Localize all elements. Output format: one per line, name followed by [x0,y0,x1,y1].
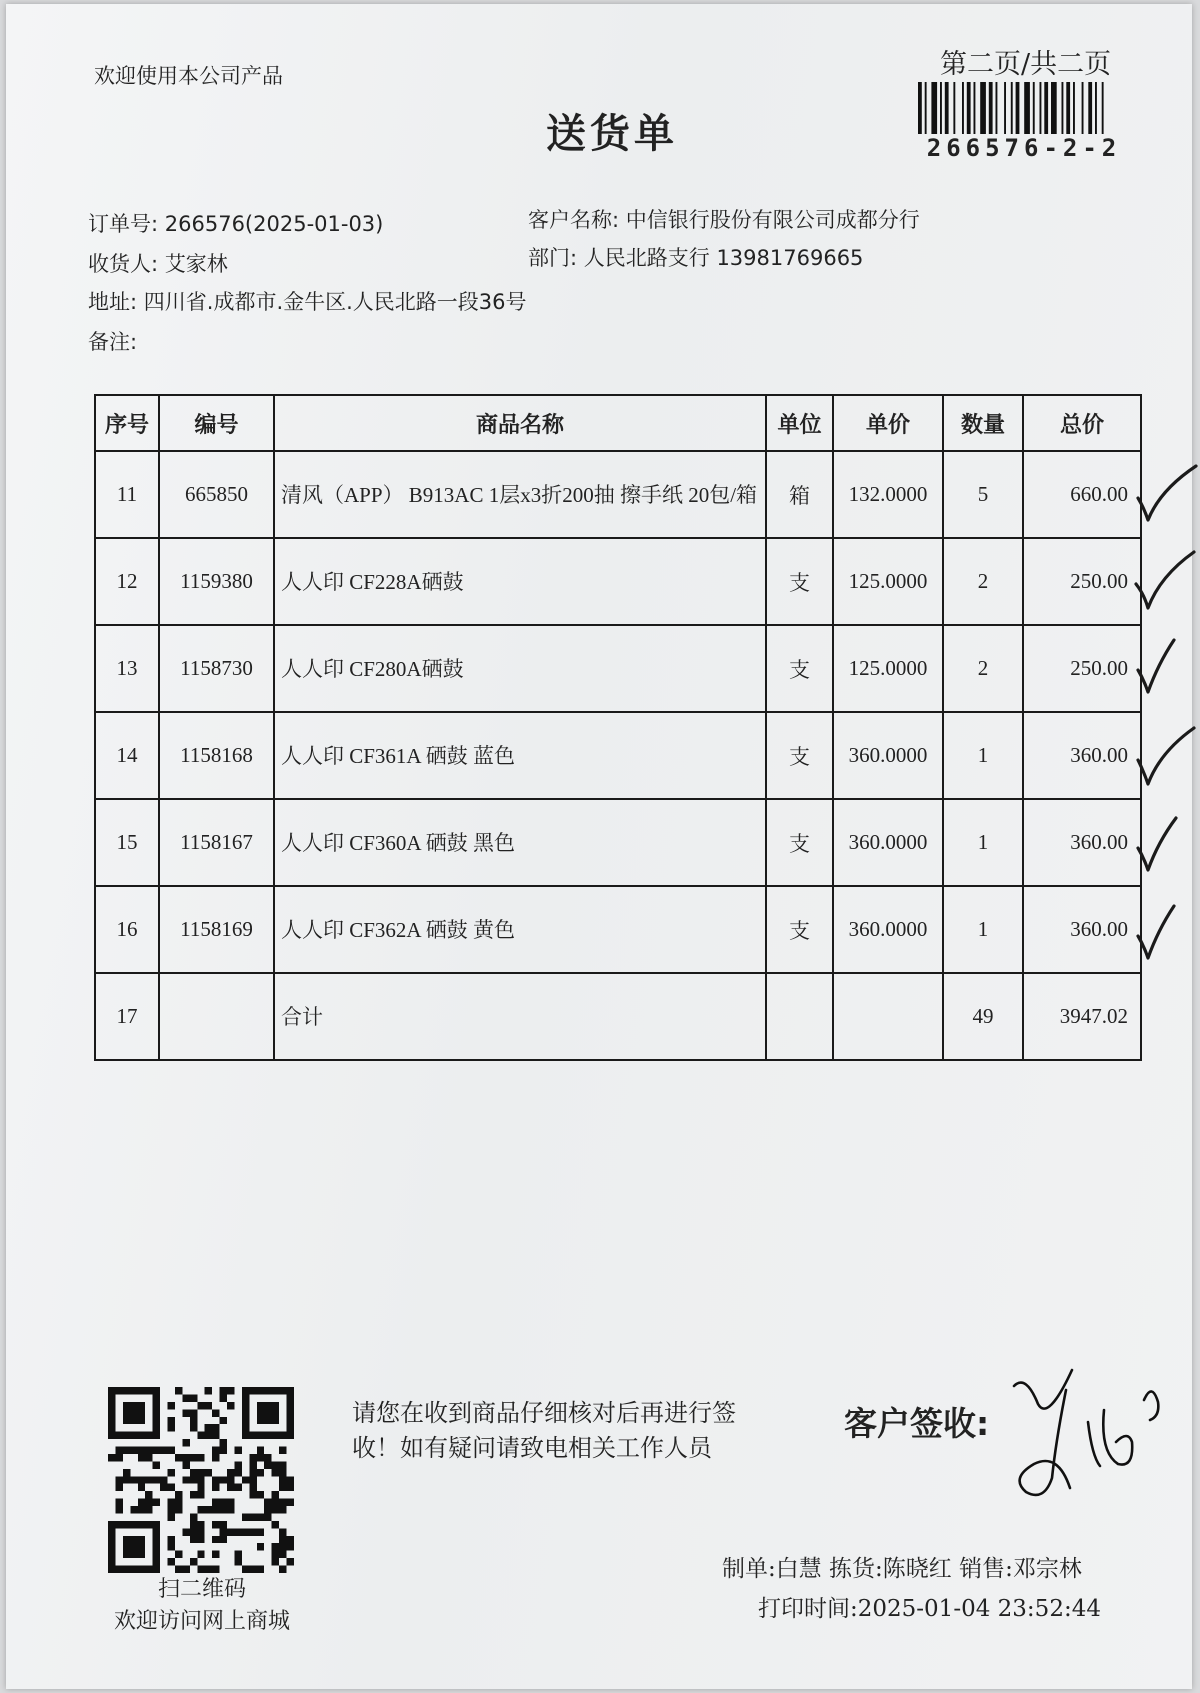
department-value: 人民北路支行 13981769665 [583,246,864,270]
cell-product-name: 人人印 CF280A硒鼓 [274,625,766,712]
cell-unit-price: 132.0000 [833,451,943,538]
barcode-image [918,82,1128,134]
cell-unit-price [833,973,943,1060]
qr-code-image[interactable] [108,1387,294,1573]
cell-unit: 支 [766,712,833,799]
staff-info: 制单:白慧 拣货:陈晓红 销售:邓宗林 [722,1556,1082,1582]
handwritten-signature [1004,1360,1174,1510]
checkmark-icon [1134,636,1198,700]
order-number-label: 订单号: [88,212,159,236]
page-indicator: 第二页/共二页 [940,49,1112,80]
summary-total: 3947.02 [1023,973,1141,1060]
checkmark-icon [1134,550,1198,614]
cell-total: 360.00 [1023,799,1141,886]
cell-code: 1158168 [159,712,274,799]
cell-unit-price: 360.0000 [833,799,943,886]
cell-unit: 支 [766,799,833,886]
cell-product-name: 人人印 CF228A硒鼓 [274,538,766,625]
cell-product-name: 清风（APP） B913AC 1层x3折200抽 擦手纸 20包/箱 [274,451,766,538]
receiver-field [88,248,228,278]
order-number-value: 266576(2025-01-03) [164,212,384,236]
table-row [95,886,1141,973]
cell-quantity: 1 [943,799,1023,886]
cell-code: 665850 [159,451,274,538]
qr-caption [96,1574,308,1638]
receiver-value: 艾家林 [164,252,228,276]
remark-field [88,326,137,356]
cell-unit: 箱 [766,451,833,538]
welcome-text: 欢迎使用本公司产品 [94,64,283,88]
qr-caption-line2: 欢迎访问网上商城 [113,1609,290,1634]
table-summary-row [95,973,1141,1060]
address-label: 地址: [88,290,138,314]
cell-total: 250.00 [1023,538,1141,625]
cell-code: 1158169 [159,886,274,973]
table-row [95,712,1141,799]
cell-seq: 13 [95,625,159,712]
header-quantity: 数量 [943,395,1023,451]
header-total: 总价 [1023,395,1141,451]
header-unit-price: 单价 [833,395,943,451]
table-row [95,799,1141,886]
summary-label: 合计 [274,973,766,1060]
customer-signature-label: 客户签收: [844,1404,990,1443]
receiver-label: 收货人: [88,252,159,276]
barcode-number: 266576-2-2 [926,134,1122,162]
cell-unit-price: 125.0000 [833,538,943,625]
address-value: 四川省.成都市.金牛区.人民北路一段36号 [143,290,527,314]
summary-quantity: 49 [943,973,1023,1060]
customer-name-value: 中信银行股份有限公司成都分行 [625,208,920,232]
cell-code: 1158730 [159,625,274,712]
checkmark-icon [1134,464,1198,528]
cell-product-name: 人人印 CF360A 硒鼓 黑色 [274,799,766,886]
cell-total: 360.00 [1023,886,1141,973]
department-field [528,242,863,272]
checkmark-icon [1134,902,1198,966]
cell-seq: 17 [95,973,159,1060]
delivery-note-page [6,4,1192,1689]
cell-unit-price: 360.0000 [833,712,943,799]
cell-total: 360.00 [1023,712,1141,799]
customer-name-label: 客户名称: [528,208,620,232]
cell-unit-price: 125.0000 [833,625,943,712]
cell-quantity: 2 [943,625,1023,712]
order-number-field [88,208,383,238]
table-row [95,538,1141,625]
items-table [94,394,1142,1061]
cell-seq: 15 [95,799,159,886]
cell-quantity: 1 [943,886,1023,973]
checkmark-icon [1134,726,1198,790]
cell-code: 1158167 [159,799,274,886]
cell-total: 660.00 [1023,451,1141,538]
cell-code: 1159380 [159,538,274,625]
cell-unit: 支 [766,625,833,712]
cell-seq: 12 [95,538,159,625]
remark-label: 备注: [88,330,138,354]
table-row [95,625,1141,712]
customer-name-field [528,204,920,234]
header-seq: 序号 [95,395,159,451]
table-row [95,451,1141,538]
cell-product-name: 人人印 CF362A 硒鼓 黄色 [274,886,766,973]
document-title: 送货单 [546,111,678,157]
cell-code [159,973,274,1060]
cell-seq: 16 [95,886,159,973]
cell-product-name: 人人印 CF361A 硒鼓 蓝色 [274,712,766,799]
cell-quantity: 1 [943,712,1023,799]
cell-unit: 支 [766,538,833,625]
department-label: 部门: [528,246,578,270]
qr-caption-line1: 扫二维码 [157,1577,246,1602]
cell-quantity: 2 [943,538,1023,625]
table-header-row [95,395,1141,451]
cell-quantity: 5 [943,451,1023,538]
cell-seq: 11 [95,451,159,538]
cell-unit [766,973,833,1060]
cell-unit: 支 [766,886,833,973]
cell-seq: 14 [95,712,159,799]
cell-unit-price: 360.0000 [833,886,943,973]
header-product-name: 商品名称 [274,395,766,451]
print-time: 打印时间:2025-01-04 23:52:44 [758,1596,1101,1622]
address-field [88,286,527,316]
cell-total: 250.00 [1023,625,1141,712]
header-unit: 单位 [766,395,833,451]
checkmark-icon [1134,814,1198,878]
receipt-notice: 请您在收到商品仔细核对后再进行签收！如有疑问请致电相关工作人员 [352,1399,736,1462]
header-code: 编号 [159,395,274,451]
